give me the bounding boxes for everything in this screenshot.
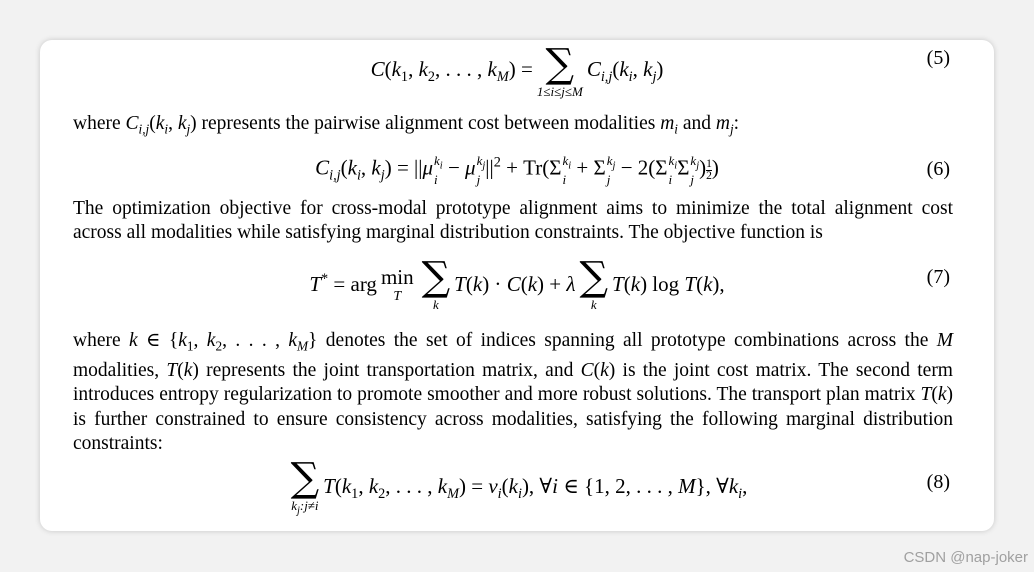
watermark: CSDN @nap-joker <box>903 549 1028 566</box>
equation-6: $C_{i,j}(k_i$, $k_j) = ||\mu$ $k_i$ i − μ $k_j$ j $||^2 + Tr(\Sigma$ $k_i$ i + Σ $k_j$ j − 2(Σ $k_i$ i Σ $k_j$ j ) $\frac{1}{2}$ ) <box>315 153 719 187</box>
paper-excerpt <box>40 40 994 531</box>
equation-7: T* = arg min T ∑ k T(k) · C(k) + λ ∑ k T(k) log T(k), <box>309 253 725 312</box>
equation-number-5: (5) <box>926 47 950 69</box>
equation-number-6: (6) <box>926 158 950 180</box>
equation-number-7: (7) <box>926 266 950 288</box>
equation-number-8: (8) <box>926 471 950 493</box>
paragraph-1: where $C_{i,j}(k_i$, $k_j$) represents the pairwise alignment cost between modalities $m_i$ and $m_j$: <box>73 113 740 137</box>
equation-5: $C(k_1$, $k_2$, . . . , $k_M$) = ∑ 1≤i≤j≤M $C_{i,j}(k_i$, $k_j$) <box>370 40 664 99</box>
paragraph-2: The optimization objective for cross-modal prototype alignment aims to minimize the total alignment cost across all modalities while satisfying marginal distribution constraints. The objective function is <box>73 198 953 244</box>
equation-8: ∑ $k_j:j\ne i$ $T(k_1$, $k_2$, . . . , $k_M) = \nu_i(k_i)$, ∀i ∈ {1, 2, . . . , M}, $\forall k_i$, <box>290 455 748 517</box>
paragraph-3: where k ∈ {$k_1$, $k_2$, . . . , $k_M$} denotes the set of indices spanning all prototype combinations across the M modalities, T(k) represents the joint transportation matrix, and C(k) is the joint cost matrix. The second term introduces entropy regularization to promote smoother and more robust solutions. The transport plan matrix T(k) is further constrained to ensure consistency across modalities, satisfying the following marginal distribution constraints: <box>73 330 954 454</box>
